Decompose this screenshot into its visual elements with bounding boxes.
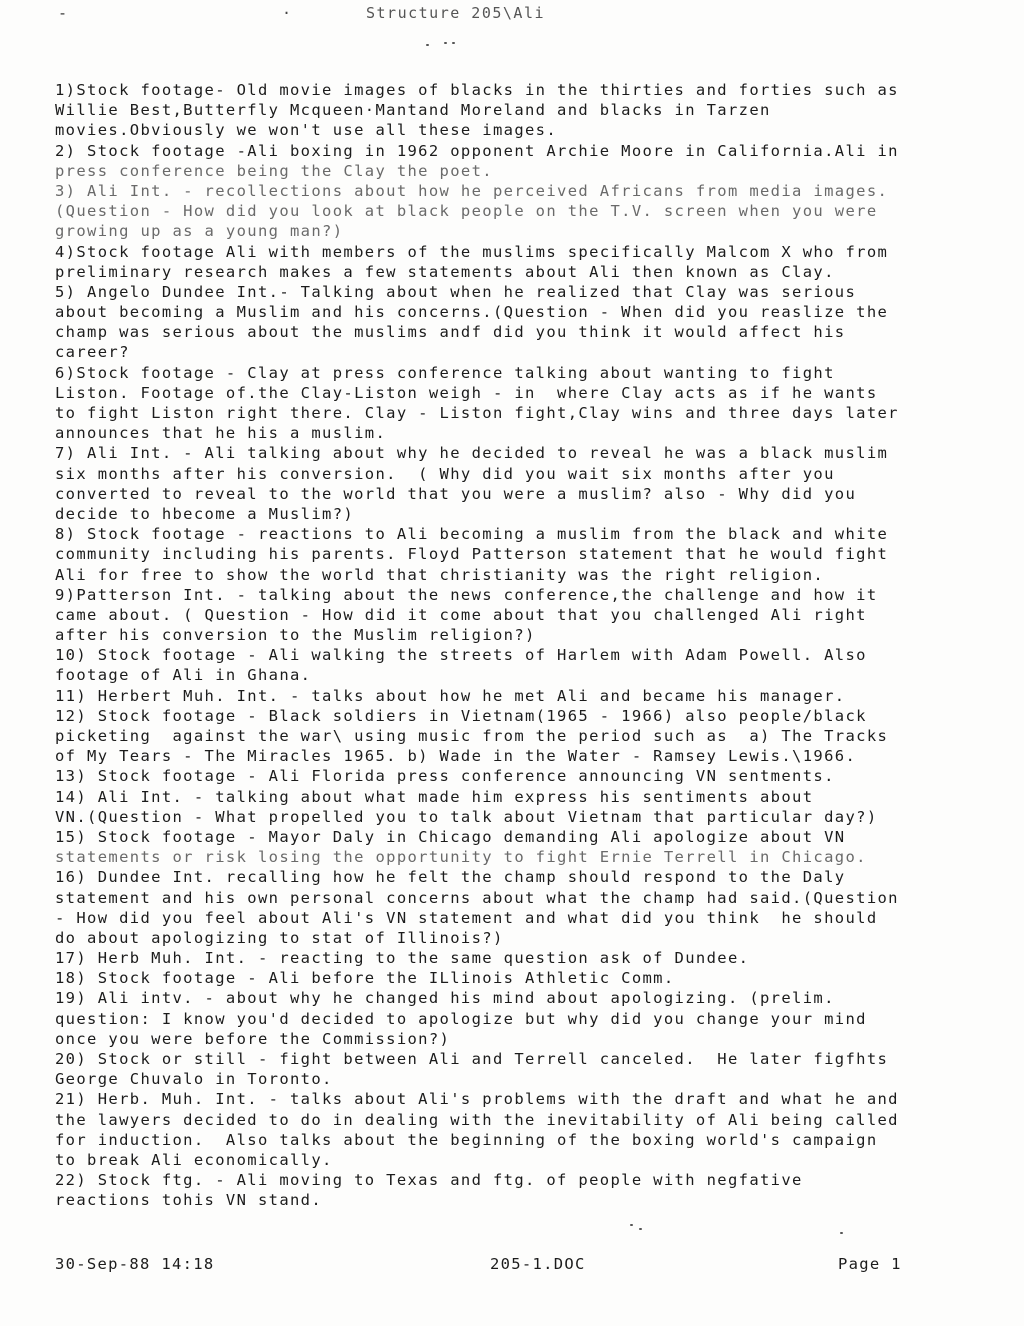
header-dot-mark: ·: [282, 4, 292, 22]
footer-date: 30-Sep-88 14:18: [55, 1255, 215, 1273]
document-line: 9)Patterson Int. - talking about the news conference,the challenge and how it: [55, 585, 878, 604]
document-line: Ali for free to show the world that christianity was the right religion.: [55, 565, 825, 584]
scan-speck: [452, 42, 455, 44]
document-line: 3) Ali Int. - recollections about how he perceived Africans from media images.: [55, 181, 889, 200]
document-line: 20) Stock or still - fight between Ali and Terrell canceled. He later figfhts: [55, 1050, 889, 1068]
document-line: - How did you feel about Ali's VN statement and what did you think he should: [55, 908, 878, 927]
document-line: press conference being the Clay the poet.: [55, 161, 493, 180]
document-line: decide to hbecome a Muslim?): [55, 504, 355, 523]
document-line: 10) Stock footage - Ali walking the streets of Harlem with Adam Powell. Also: [55, 646, 867, 665]
document-line: 18) Stock footage - Ali before the ILlinois Athletic Comm.: [55, 969, 675, 988]
document-line: converted to reveal to the world that you were a muslim? also - Why did you: [55, 484, 857, 503]
footer-page-number: Page 1: [838, 1255, 902, 1273]
document-line: question: I know you'd decided to apologize but why did you change your mind: [55, 1009, 867, 1028]
document-line: 1)Stock footage- Old movie images of blacks in the thirties and forties such as: [55, 81, 899, 99]
document-line: of My Tears - The Miracles 1965. b) Wade in the Water - Ramsey Lewis.\1966.: [55, 747, 857, 766]
document-line: 22) Stock ftg. - Ali moving to Texas and ftg. of people with negfative: [55, 1171, 803, 1190]
document-line: George Chuvalo in Toronto.: [55, 1070, 333, 1089]
document-line: the lawyers decided to do in dealing with the inevitability of Ali being called: [55, 1110, 899, 1129]
document-line: reactions tohis VN stand.: [55, 1191, 323, 1210]
document-line: came about. ( Question - How did it come about that you challenged Ali right: [55, 605, 867, 624]
document-line: 6)Stock footage - Clay at press conference talking about wanting to fight: [55, 363, 835, 382]
document-line: career?: [55, 343, 130, 362]
document-line: statement and his own personal concerns about what the champ had said.(Question: [55, 888, 899, 907]
document-line: champ was serious about the muslims andf did you think it would affect his: [55, 323, 846, 342]
document-line: 19) Ali intv. - about why he changed his mind about apologizing. (prelim.: [55, 989, 835, 1008]
document-line: 11) Herbert Muh. Int. - talks about how he met Ali and became his manager.: [55, 686, 846, 705]
document-line: 12) Stock footage - Black soldiers in Vietnam(1965 - 1966) also people/black: [55, 706, 867, 725]
page-header-title: Structure 205\Ali: [366, 4, 546, 22]
document-line: 4)Stock footage Ali with members of the muslims specifically Malcom X who from: [55, 242, 889, 261]
document-line: movies.Obviously we won't use all these images.: [55, 121, 558, 140]
document-line: footage of Ali in Ghana.: [55, 666, 312, 685]
scan-speck: [639, 1228, 642, 1230]
document-line: 8) Stock footage - reactions to Ali becoming a muslim from the black and white: [55, 525, 889, 544]
document-line: announces that he his a muslim.: [55, 424, 387, 443]
document-line: VN.(Question - What propelled you to talk about Vietnam that particular day?): [55, 807, 878, 826]
document-line: statements or risk losing the opportunity to fight Ernie Terrell in Chicago.: [55, 848, 867, 867]
document-line: after his conversion to the Muslim religion?): [55, 626, 536, 645]
document-line: Willie Best,Butterfly Mcqueen·Mantand Moreland and blacks in Tarzen: [55, 101, 771, 120]
document-line: do about apologizing to stat of Illinois?): [55, 928, 504, 947]
scan-speck: [444, 42, 447, 44]
document-line: preliminary research makes a few statements about Ali then known as Clay.: [55, 262, 835, 281]
header-dash-mark: -: [58, 4, 68, 22]
footer-filename: 205-1.DOC: [490, 1255, 586, 1273]
document-line: 15) Stock footage - Mayor Daly in Chicago demanding Ali apologize about VN: [55, 827, 846, 846]
document-line: 5) Angelo Dundee Int.- Talking about when he realized that Clay was serious: [55, 282, 857, 301]
document-line: 13) Stock footage - Ali Florida press conference announcing VN sentments.: [55, 767, 835, 786]
document-line: 17) Herb Muh. Int. - reacting to the same question ask of Dundee.: [55, 949, 750, 968]
document-line: Liston. Footage of.the Clay-Liston weigh - in where Clay acts as if he wants: [55, 383, 878, 402]
document-line: to fight Liston right there. Clay - Liston fight,Clay wins and three days later: [55, 404, 899, 422]
document-line: 2) Stock footage -Ali boxing in 1962 opponent Archie Moore in California.Ali in: [55, 141, 899, 160]
document-line: picketing against the war\ using music from the period such as a) The Tracks: [55, 727, 889, 745]
document-line: to break Ali economically.: [55, 1150, 333, 1169]
document-line: once you were before the Commission?): [55, 1029, 451, 1048]
document-line: about becoming a Muslim and his concerns.(Question - When did you reaslize the: [55, 303, 889, 322]
document-line: growing up as a young man?): [55, 222, 344, 241]
document-line: 21) Herb. Muh. Int. - talks about Ali's problems with the draft and what he and: [55, 1090, 899, 1109]
document-line: community including his parents. Floyd Patterson statement that he would fight: [55, 545, 889, 564]
document-line: six months after his conversion. ( Why did you wait six months after you: [55, 464, 835, 483]
scan-speck: [840, 1232, 843, 1234]
document-line: 7) Ali Int. - Ali talking about why he decided to reveal he was a black muslim: [55, 444, 889, 463]
document-line: 14) Ali Int. - talking about what made him express his sentiments about: [55, 787, 814, 806]
document-body: [55, 80, 1015, 1211]
document-line: 16) Dundee Int. recalling how he felt the champ should respond to the Daly: [55, 868, 846, 887]
scan-speck: [630, 1224, 633, 1226]
scan-speck: [426, 44, 429, 46]
document-line: (Question - How did you look at black people on the T.V. screen when you were: [55, 202, 878, 221]
document-line: for induction. Also talks about the beginning of the boxing world's campaign: [55, 1130, 878, 1149]
